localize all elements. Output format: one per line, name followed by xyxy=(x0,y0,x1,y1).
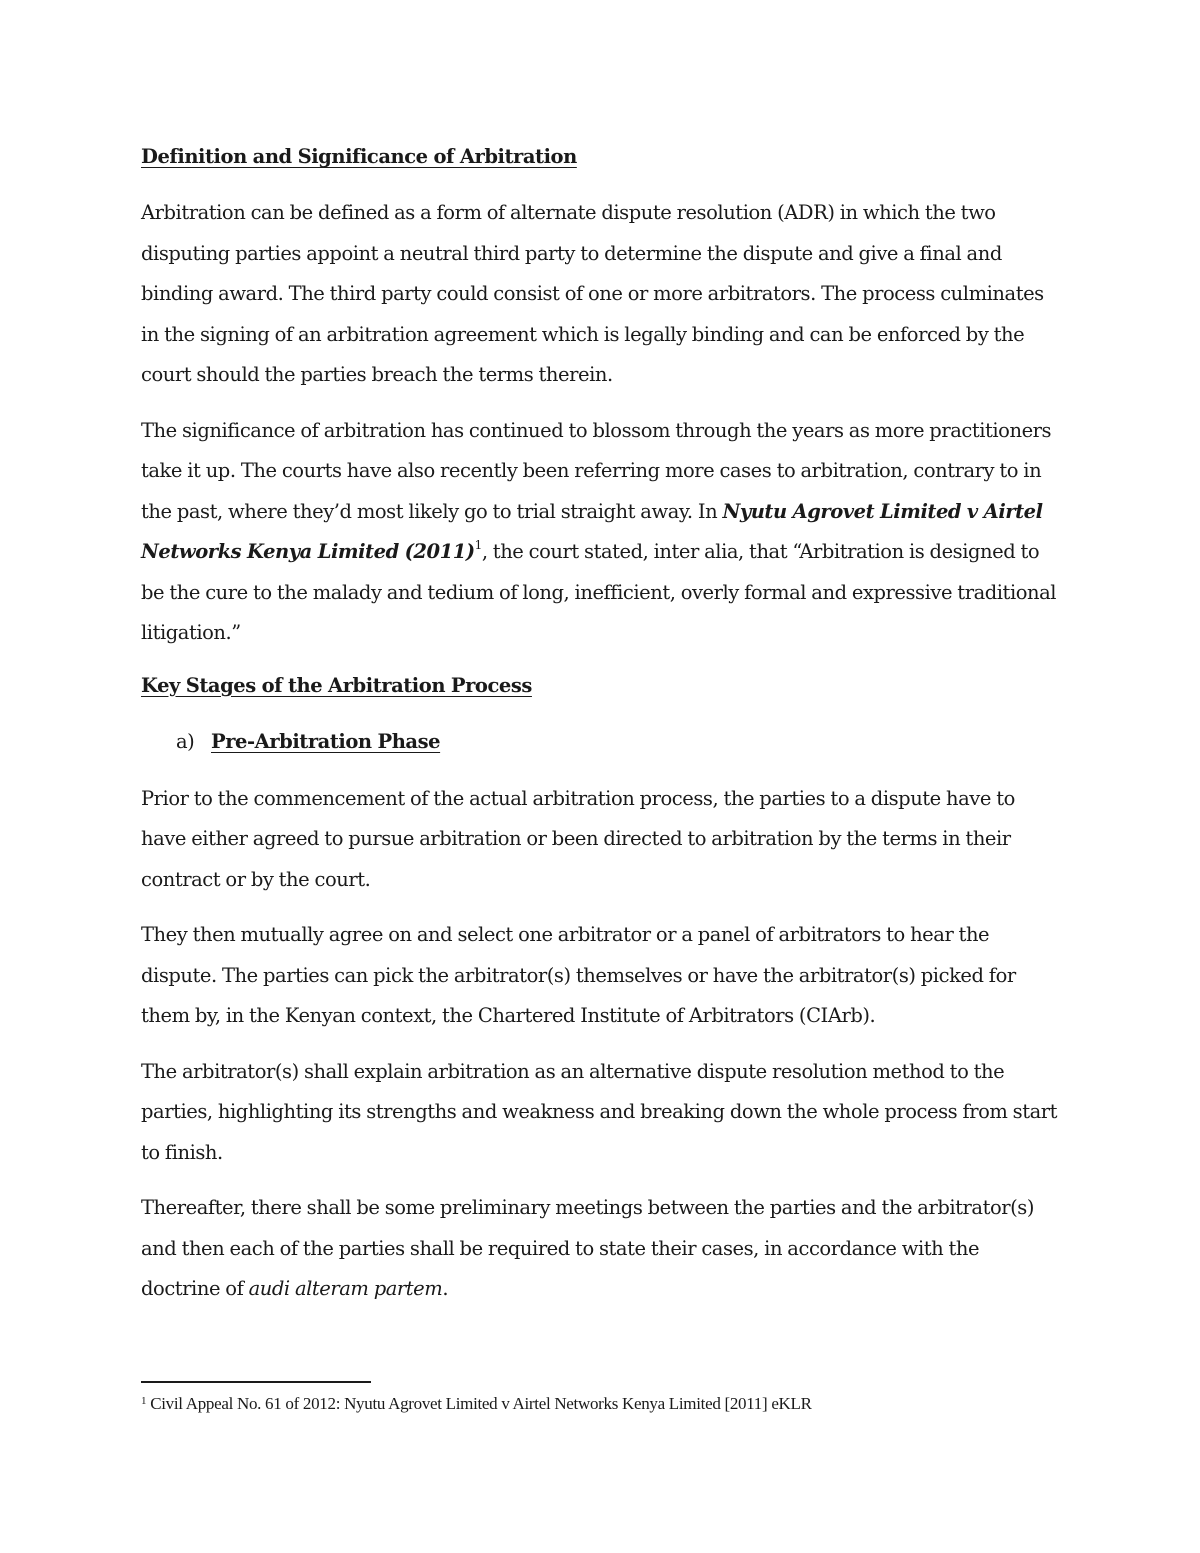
latin-phrase: audi alteram partem xyxy=(248,1277,443,1300)
paragraph-select-arbitrator: They then mutually agree on and select one arbitrator or a panel of arbitrators to hear the dispute. The parties can pick the arbitrator(s) themselves or have the arbitrator(s) picked for them by, in the Kenyan context, the Chartered Institute of Arbitrators (CIArb). xyxy=(141,923,1016,1027)
subsection-title: Pre-Arbitration Phase xyxy=(211,729,441,753)
paragraph-prior-commencement: Prior to the commencement of the actual arbitration process, the parties to a dispute have to have either agreed to pursue arbitration or been directed to arbitration by the terms in their contract or by the court. xyxy=(141,786,1015,891)
footnote xyxy=(141,1388,1061,1417)
paragraph-preliminary-meetings xyxy=(141,1188,1061,1310)
case-citation: Nyutu Agrovet Limited v Airtel Networks Kenya Limited (2011) xyxy=(141,499,1043,563)
footnote-text: Civil Appeal No. 61 of 2012: Nyutu Agrovet Limited v Airtel Networks Kenya Limited [2011] eKLR xyxy=(150,1394,812,1413)
section-heading-definition: Definition and Significance of Arbitration xyxy=(141,145,577,168)
subsection-heading-pre-arbitration xyxy=(141,725,1061,759)
paragraph-significance-text: The significance of arbitration has continued to blossom through the years as more practitioners take it up. The courts have also recently been referring more cases to arbitration, contrary to in the past, where they’d most likely go to trial straight away. In xyxy=(141,418,1052,523)
section-heading-key-stages: Key Stages of the Arbitration Process xyxy=(141,673,532,697)
paragraph-preliminary-text: Thereafter, there shall be some preliminary meetings between the parties and the arbitrator(s) and then each of the parties shall be required to state their cases, in accordance with the doctrine of xyxy=(141,1196,1035,1300)
footnote-marker: 1 xyxy=(141,1395,147,1407)
paragraph-significance xyxy=(141,411,1061,654)
footnote-reference: 1 xyxy=(474,538,482,552)
paragraph-preliminary-end: . xyxy=(442,1277,449,1300)
list-marker: a) xyxy=(176,729,195,753)
paragraph-significance-quote: , the court stated, inter alia, that “Arbitration is designed to be the cure to the malady and tedium of long, inefficient, overly formal and expressive traditional litigation.” xyxy=(141,540,1057,644)
document-body xyxy=(141,140,1061,1325)
footnote-separator xyxy=(141,1381,371,1383)
paragraph-explain-arbitration: The arbitrator(s) shall explain arbitration as an alternative dispute resolution method to the parties, highlighting its strengths and weakness and breaking down the whole process from start to finish. xyxy=(141,1059,1058,1164)
paragraph-definition: Arbitration can be defined as a form of alternate dispute resolution (ADR) in which the two disputing parties appoint a neutral third party to determine the dispute and give a final and binding award. The third party could consist of one or more arbitrators. The process culminates in the signing of an arbitration agreement which is legally binding and can be enforced by the court should the parties breach the terms therein. xyxy=(141,201,1044,386)
